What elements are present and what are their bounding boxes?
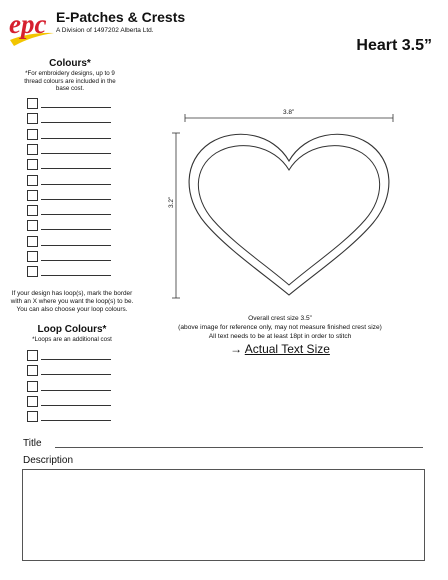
loop-colour-checkbox[interactable]	[27, 411, 38, 422]
loop-instructions: If your design has loop(s), mark the border with an X where you want the loop(s) to be. You can also choose your loop colours.	[10, 290, 134, 313]
loop-colours-heading: Loop Colours*	[37, 324, 107, 335]
heart-outline-outer	[189, 134, 389, 295]
colour-checkbox[interactable]	[27, 190, 38, 201]
loop-colour-checkbox[interactable]	[27, 396, 38, 407]
epc-logo	[8, 6, 56, 50]
loop-colour-write-line[interactable]	[41, 374, 111, 375]
title-field[interactable]	[55, 447, 423, 448]
actual-text-size	[150, 342, 410, 356]
width-label: 3.8”	[283, 109, 295, 116]
loop-colour-checkbox[interactable]	[27, 350, 38, 361]
loop-colour-write-line[interactable]	[41, 359, 111, 360]
colour-checkbox[interactable]	[27, 159, 38, 170]
colour-write-line[interactable]	[41, 214, 111, 215]
heart-outline-inner	[198, 146, 379, 285]
colour-checkbox[interactable]	[27, 251, 38, 262]
caption-line-3: All text needs to be at least 18pt in order to stitch	[208, 333, 352, 340]
colour-write-line[interactable]	[41, 199, 111, 200]
colour-checkbox[interactable]	[27, 266, 38, 277]
brand-subtitle: A Division of 1497202 Alberta Ltd.	[56, 27, 154, 34]
colour-checkbox[interactable]	[27, 175, 38, 186]
colour-checkbox[interactable]	[27, 220, 38, 231]
colour-checkbox[interactable]	[27, 113, 38, 124]
loop-colour-write-line[interactable]	[41, 390, 111, 391]
colour-write-line[interactable]	[41, 107, 111, 108]
colour-checkbox[interactable]	[27, 205, 38, 216]
logo-text: epc	[9, 9, 47, 39]
colours-note: *For embroidery designs, up to 9 thread colours are included in the base cost.	[24, 70, 116, 93]
height-label: 3.2”	[168, 196, 175, 208]
colour-write-line[interactable]	[41, 184, 111, 185]
colour-checkbox[interactable]	[27, 129, 38, 140]
title-label: Title	[23, 438, 42, 449]
colour-write-line[interactable]	[41, 229, 111, 230]
colour-checkbox[interactable]	[27, 98, 38, 109]
colours-heading: Colours*	[49, 58, 91, 69]
colour-write-line[interactable]	[41, 153, 111, 154]
colour-write-line[interactable]	[41, 168, 111, 169]
colour-write-line[interactable]	[41, 138, 111, 139]
brand-name: E-Patches & Crests	[56, 9, 186, 25]
loop-colour-write-line[interactable]	[41, 405, 111, 406]
loop-colour-checkbox[interactable]	[27, 381, 38, 392]
colour-write-line[interactable]	[41, 275, 111, 276]
colour-write-line[interactable]	[41, 122, 111, 123]
description-label: Description	[23, 455, 74, 466]
caption-line-1: Overall crest size 3.5”	[248, 315, 312, 322]
height-dimension	[172, 133, 180, 298]
description-field[interactable]	[22, 469, 425, 561]
actual-text-size-label: Actual Text Size	[244, 342, 330, 356]
colour-write-line[interactable]	[41, 245, 111, 246]
page-title: Heart 3.5”	[356, 37, 432, 54]
size-caption	[150, 314, 410, 341]
loop-colour-checkbox[interactable]	[27, 365, 38, 376]
caption-line-2: (above image for reference only, may not measure finished crest size)	[178, 324, 382, 331]
loop-cost-note: *Loops are an additional cost	[32, 336, 112, 343]
loop-colour-write-line[interactable]	[41, 420, 111, 421]
arrow-right-icon: →	[230, 342, 243, 356]
colour-checkbox[interactable]	[27, 236, 38, 247]
colour-checkbox[interactable]	[27, 144, 38, 155]
colour-write-line[interactable]	[41, 260, 111, 261]
heart-diagram	[165, 105, 410, 305]
